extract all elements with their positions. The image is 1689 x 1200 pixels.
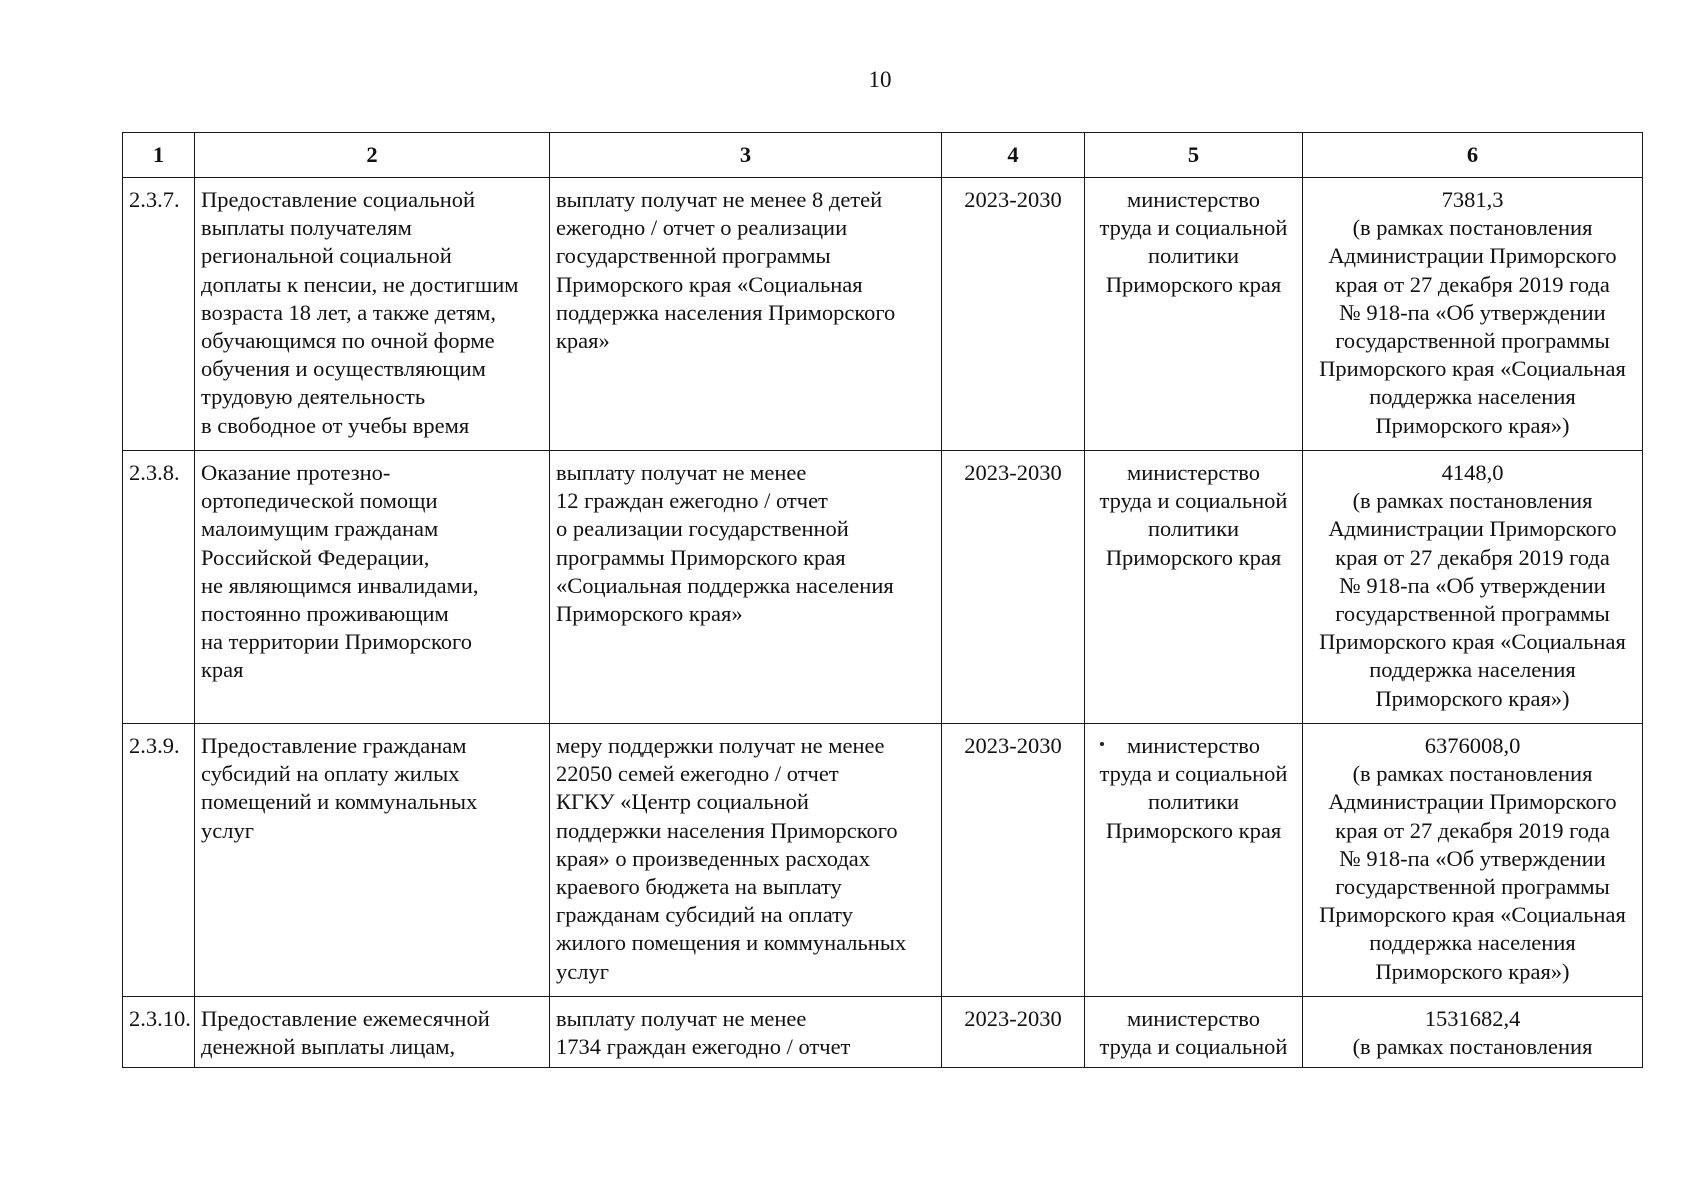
measure-name: Предоставление социальной выплаты получателям региональной социальной доплаты к пенсии, не достигшим возраста 18 лет, а также детям, обучающимся по очной форме обучения и осуществляющим трудовую деятельность в свободное от учебы время bbox=[195, 178, 550, 451]
scan-speck bbox=[1100, 742, 1104, 746]
executor: министерство труда и социальной политики Приморского края bbox=[1085, 178, 1303, 451]
measure-name: Предоставление ежемесячной денежной выплаты лицам, bbox=[195, 997, 550, 1068]
table-row bbox=[123, 178, 1643, 451]
measure-name: Оказание протезно- ортопедической помощи малоимущим гражданам Российской Федерации, не являющимся инвалидами, постоянно проживающим на территории Приморского края bbox=[195, 451, 550, 724]
period: 2023-2030 bbox=[942, 997, 1085, 1068]
expected-result: выплату получат не менее 12 граждан ежегодно / отчет о реализации государственной программы Приморского края «Социальная поддержка населения Приморского края» bbox=[550, 451, 942, 724]
table-body bbox=[123, 178, 1643, 1068]
row-number: 2.3.8. bbox=[123, 451, 195, 724]
funding: 1531682,4 (в рамках постановления bbox=[1303, 997, 1643, 1068]
header-col-6: 6 bbox=[1303, 133, 1643, 178]
executor: министерство труда и социальной политики Приморского края bbox=[1085, 451, 1303, 724]
header-row bbox=[123, 133, 1643, 178]
measures-table bbox=[122, 132, 1643, 1068]
row-number: 2.3.7. bbox=[123, 178, 195, 451]
period: 2023-2030 bbox=[942, 724, 1085, 997]
period: 2023-2030 bbox=[942, 178, 1085, 451]
row-number: 2.3.10. bbox=[123, 997, 195, 1068]
row-number: 2.3.9. bbox=[123, 724, 195, 997]
table-row bbox=[123, 997, 1643, 1068]
header-col-1: 1 bbox=[123, 133, 195, 178]
funding: 4148,0 (в рамках постановления Администрации Приморского края от 27 декабря 2019 года № 918-па «Об утверждении государственной программы Приморского края «Социальная поддержка населения Приморского края») bbox=[1303, 451, 1643, 724]
expected-result: выплату получат не менее 1734 граждан ежегодно / отчет bbox=[550, 997, 942, 1068]
funding: 7381,3 (в рамках постановления Администрации Приморского края от 27 декабря 2019 года № 918-па «Об утверждении государственной программы Приморского края «Социальная поддержка населения Приморского края») bbox=[1303, 178, 1643, 451]
page-number: 10 bbox=[868, 67, 892, 92]
executor: министерство труда и социальной политики Приморского края bbox=[1085, 724, 1303, 997]
funding: 6376008,0 (в рамках постановления Администрации Приморского края от 27 декабря 2019 года № 918-па «Об утверждении государственной программы Приморского края «Социальная поддержка населения Приморского края») bbox=[1303, 724, 1643, 997]
header-col-2: 2 bbox=[195, 133, 550, 178]
table-row bbox=[123, 724, 1643, 997]
header-col-3: 3 bbox=[550, 133, 942, 178]
expected-result: выплату получат не менее 8 детей ежегодно / отчет о реализации государственной программы Приморского края «Социальная поддержка населения Приморского края» bbox=[550, 178, 942, 451]
period: 2023-2030 bbox=[942, 451, 1085, 724]
table-row bbox=[123, 451, 1643, 724]
header-col-5: 5 bbox=[1085, 133, 1303, 178]
executor: министерство труда и социальной bbox=[1085, 997, 1303, 1068]
measure-name: Предоставление гражданам субсидий на оплату жилых помещений и коммунальных услуг bbox=[195, 724, 550, 997]
table-header bbox=[123, 133, 1643, 178]
expected-result: меру поддержки получат не менее 22050 семей ежегодно / отчет КГКУ «Центр социальной поддержки населения Приморского края» о произведенных расходах краевого бюджета на выплату гражданам субсидий на оплату жилого помещения и коммунальных услуг bbox=[550, 724, 942, 997]
header-col-4: 4 bbox=[942, 133, 1085, 178]
